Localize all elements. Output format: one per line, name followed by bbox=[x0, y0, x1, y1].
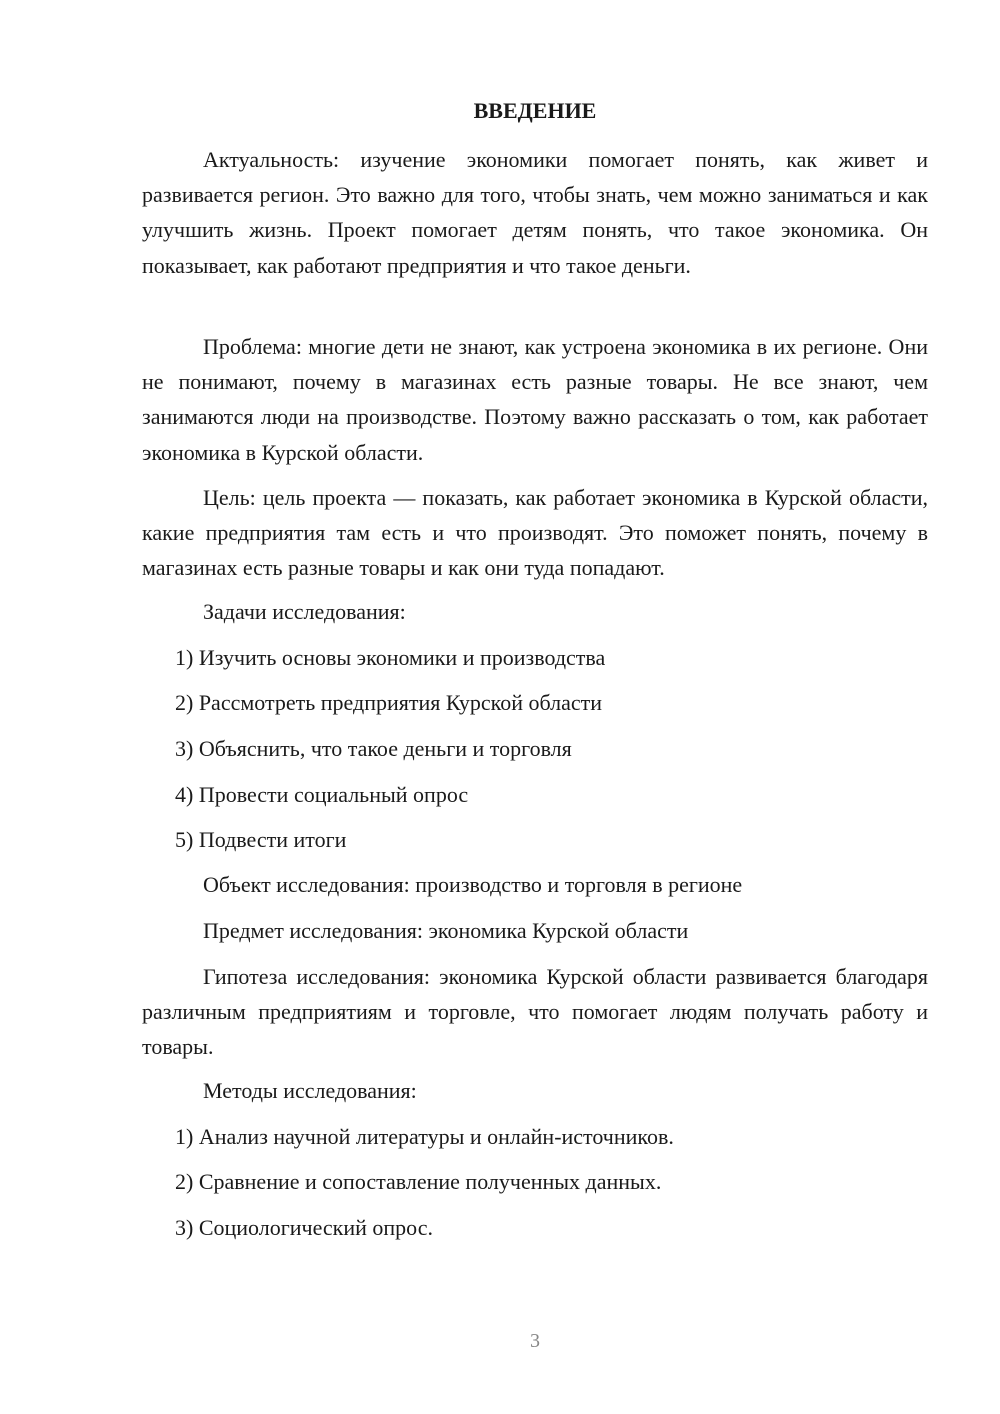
problem-paragraph: Проблема: многие дети не знают, как устроена экономика в их регионе. Они не понимают, почему в магазинах есть разные товары. Не все знают, чем занимаются люди на производстве. Поэтому важно рассказать о том, как работает экономика в Курской области. bbox=[142, 334, 928, 465]
task-item-2: 2) Рассмотреть предприятия Курской области bbox=[175, 690, 603, 715]
task-item-4: 4) Провести социальный опрос bbox=[175, 782, 469, 807]
task-item-3: 3) Объяснить, что такое деньги и торговля bbox=[175, 736, 572, 761]
task-item-5: 5) Подвести итоги bbox=[175, 827, 347, 852]
methods-heading: Методы исследования: bbox=[203, 1078, 417, 1103]
task-item-1: 1) Изучить основы экономики и производства bbox=[175, 645, 606, 670]
method-item-1: 1) Анализ научной литературы и онлайн-источников. bbox=[175, 1124, 674, 1149]
research-subject: Предмет исследования: экономика Курской области bbox=[203, 918, 689, 943]
method-item-3: 3) Социологический опрос. bbox=[175, 1215, 433, 1240]
document-page bbox=[142, 0, 928, 1414]
relevance-paragraph: Актуальность: изучение экономики помогает понять, как живет и развивается регион. Это важно для того, чтобы знать, чем можно заниматься и как улучшить жизнь. Проект помогает детям понять, что такое экономика. Он показывает, как работают предприятия и что такое деньги. bbox=[142, 147, 928, 278]
page-number: 3 bbox=[530, 1330, 540, 1352]
tasks-heading: Задачи исследования: bbox=[203, 599, 406, 624]
research-object: Объект исследования: производство и торговля в регионе bbox=[203, 872, 743, 897]
hypothesis-paragraph: Гипотеза исследования: экономика Курской области развивается благодаря различным предприятиям и торговле, что помогает людям получать работу и товары. bbox=[142, 964, 928, 1060]
page-title: ВВЕДЕНИЕ bbox=[473, 98, 597, 123]
goal-paragraph: Цель: цель проекта — показать, как работает экономика в Курской области, какие предприятия там есть и что производят. Это поможет понять, почему в магазинах есть разные товары и как они туда попадают. bbox=[142, 485, 928, 581]
method-item-2: 2) Сравнение и сопоставление полученных данных. bbox=[175, 1169, 662, 1194]
